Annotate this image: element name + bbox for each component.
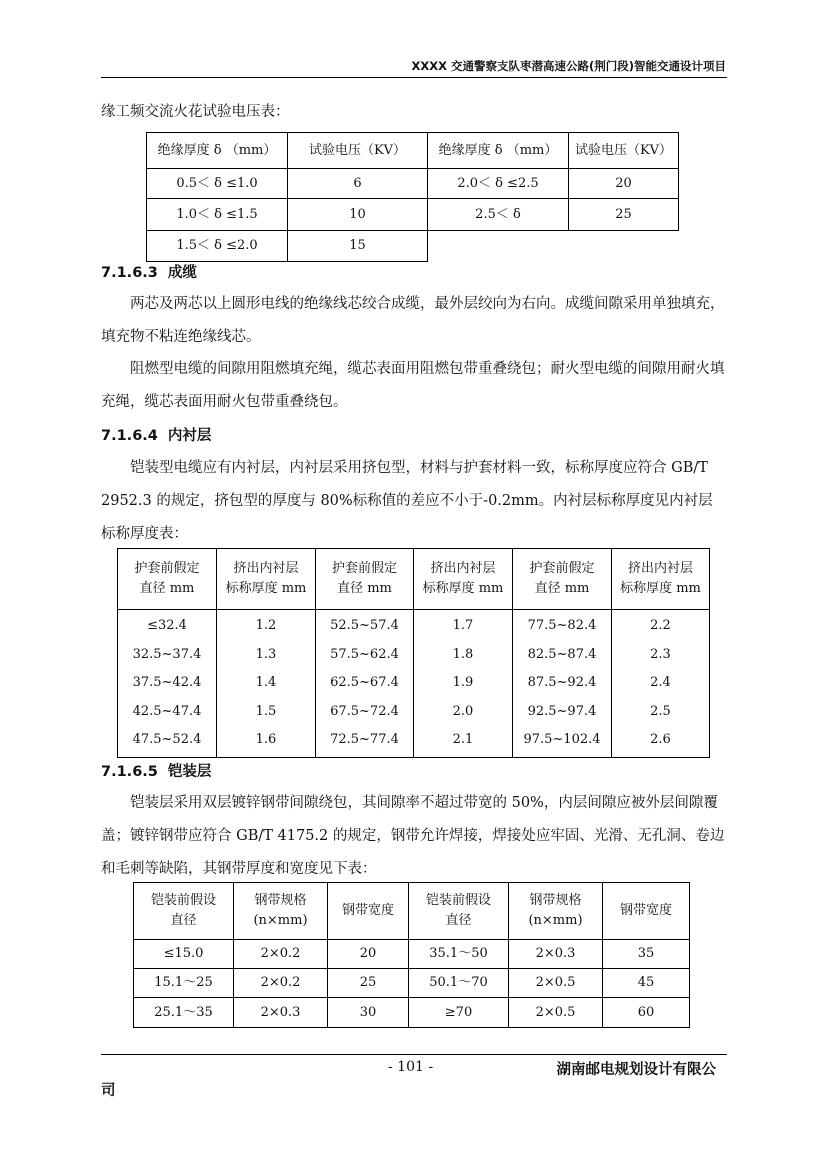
table-header-cell: 铠装前假设 直径 (409, 883, 509, 940)
table-cell: 20 (328, 940, 409, 969)
section-title: 铠装层 (167, 764, 212, 780)
table-header-cell: 钢带宽度 (328, 883, 409, 940)
intro-line: 缘工频交流火花试验电压表： (101, 104, 290, 120)
table-cell: 2.5＜ δ (428, 199, 569, 231)
table-header-cell: 试验电压（KV） (288, 133, 428, 169)
table-cell: 50.1～70 (409, 969, 509, 998)
table-header-row (134, 883, 690, 940)
header-rule (101, 77, 727, 78)
section-number: 7.1.6.3 (101, 265, 158, 281)
paragraph-armour: 铠装层采用双层镀锌钢带间隙绕包，其间隙率不超过带宽的 50%，内层间隙应被外层间隙覆盖；镀锌钢带应符合 GB/T 4175.2 的规定，钢带允许焊接，焊接处应牢固、光滑、无孔洞、卷边和毛刺等缺陷，其钢带厚度和宽度见下表： (101, 795, 725, 877)
footer-company: 湖南邮电规划设计有限公 (556, 1062, 716, 1078)
table-cell: 0.5＜ δ ≤1.0 (147, 169, 288, 199)
table-cell: 2×0.2 (234, 940, 328, 969)
table-cell: 35 (603, 940, 690, 969)
footer-rule (101, 1054, 727, 1055)
table-cell: 25.1～35 (134, 998, 234, 1028)
table-cell: 1.0＜ δ ≤1.5 (147, 199, 288, 231)
table-cell: 2.0＜ δ ≤2.5 (428, 169, 569, 199)
page-number: - 101 - (388, 1059, 434, 1075)
section-title: 内衬层 (167, 428, 212, 444)
table-header-cell: 试验电压（KV） (569, 133, 679, 169)
table-row (134, 998, 690, 1028)
table-header-cell: 铠装前假设 直径 (134, 883, 234, 940)
table-column-cell: ≤32.4 32.5~37.4 37.5~42.4 42.5~47.4 47.5~52.4 (118, 610, 217, 758)
table-header-cell: 挤出内衬层 标称厚度 mm (217, 549, 316, 610)
table-header-cell: 护套前假定 直径 mm (316, 549, 414, 610)
table-column-cell: 1.7 1.8 1.9 2.0 2.1 (414, 610, 513, 758)
section-title: 成缆 (167, 265, 197, 281)
spark-test-table (146, 132, 679, 262)
armour-tape-table (133, 882, 690, 1028)
section-heading-armour (101, 760, 211, 781)
table-cell: 1.5＜ δ ≤2.0 (147, 231, 288, 262)
table-header-cell: 钢带规格 (n×mm) (509, 883, 603, 940)
table-row (147, 199, 679, 231)
table-header-cell: 绝缘厚度 δ （mm） (428, 133, 569, 169)
table-cell-empty (428, 231, 569, 262)
table-header-cell: 钢带宽度 (603, 883, 690, 940)
table-header-cell: 钢带规格 (n×mm) (234, 883, 328, 940)
table-cell: 20 (569, 169, 679, 199)
table-cell: 45 (603, 969, 690, 998)
page-header-title: XXXX 交通警察支队枣潜高速公路(荆门段)智能交通设计项目 (411, 59, 726, 73)
table-cell: ≥70 (409, 998, 509, 1028)
paragraph-lining: 铠装型电缆应有内衬层，内衬层采用挤包型，材料与护套材料一致，标称厚度应符合 GB/T 2952.3 的规定，挤包型的厚度与 80%标称值的差应不小于-0.2mm。内衬层标称厚度见内衬层标称厚度表： (101, 460, 713, 542)
table-header-cell: 绝缘厚度 δ （mm） (147, 133, 288, 169)
table-cell: 2×0.3 (509, 940, 603, 969)
table-cell: 25 (569, 199, 679, 231)
table-row (147, 169, 679, 199)
table-cell: 2×0.5 (509, 969, 603, 998)
table-cell: ≤15.0 (134, 940, 234, 969)
table-cell: 30 (328, 998, 409, 1028)
table-cell: 2×0.5 (509, 998, 603, 1028)
table-row (147, 231, 679, 262)
paragraph-cabling-2: 阻燃型电缆的间隙用阻燃填充绳，缆芯表面用阻燃包带重叠绕包；耐火型电缆的间隙用耐火填充绳，缆芯表面用耐火包带重叠绕包。 (101, 361, 725, 410)
lining-thickness-table (117, 548, 710, 758)
table-row (134, 940, 690, 969)
table-header-cell: 护套前假定 直径 mm (513, 549, 612, 610)
table-cell: 15 (288, 231, 428, 262)
table-column-cell: 52.5~57.4 57.5~62.4 62.5~67.4 67.5~72.4 72.5~77.4 (316, 610, 414, 758)
table-cell: 10 (288, 199, 428, 231)
table-column-cell: 2.2 2.3 2.4 2.5 2.6 (612, 610, 710, 758)
table-body-row (118, 610, 710, 758)
section-number: 7.1.6.4 (101, 428, 158, 444)
footer-company-tail: 司 (101, 1083, 116, 1099)
table-cell: 2×0.3 (234, 998, 328, 1028)
table-header-row (147, 133, 679, 169)
paragraph-cabling-1: 两芯及两芯以上圆形电线的绝缘线芯绞合成缆，最外层绞向为右向。成缆间隙采用单独填充，填充物不粘连绝缘线芯。 (101, 296, 725, 345)
table-header-cell: 挤出内衬层 标称厚度 mm (612, 549, 710, 610)
section-heading-lining (101, 424, 211, 445)
table-cell: 2×0.2 (234, 969, 328, 998)
section-heading-cabling (101, 261, 197, 282)
table-header-cell: 护套前假定 直径 mm (118, 549, 217, 610)
section-number: 7.1.6.5 (101, 764, 158, 780)
table-column-cell: 1.2 1.3 1.4 1.5 1.6 (217, 610, 316, 758)
table-cell: 60 (603, 998, 690, 1028)
table-cell-empty (569, 231, 679, 262)
table-cell: 15.1～25 (134, 969, 234, 998)
table-column-cell: 77.5~82.4 82.5~87.4 87.5~92.4 92.5~97.4 97.5~102.4 (513, 610, 612, 758)
table-row (134, 969, 690, 998)
table-cell: 35.1～50 (409, 940, 509, 969)
table-header-row (118, 549, 710, 610)
table-cell: 6 (288, 169, 428, 199)
table-cell: 25 (328, 969, 409, 998)
table-header-cell: 挤出内衬层 标称厚度 mm (414, 549, 513, 610)
